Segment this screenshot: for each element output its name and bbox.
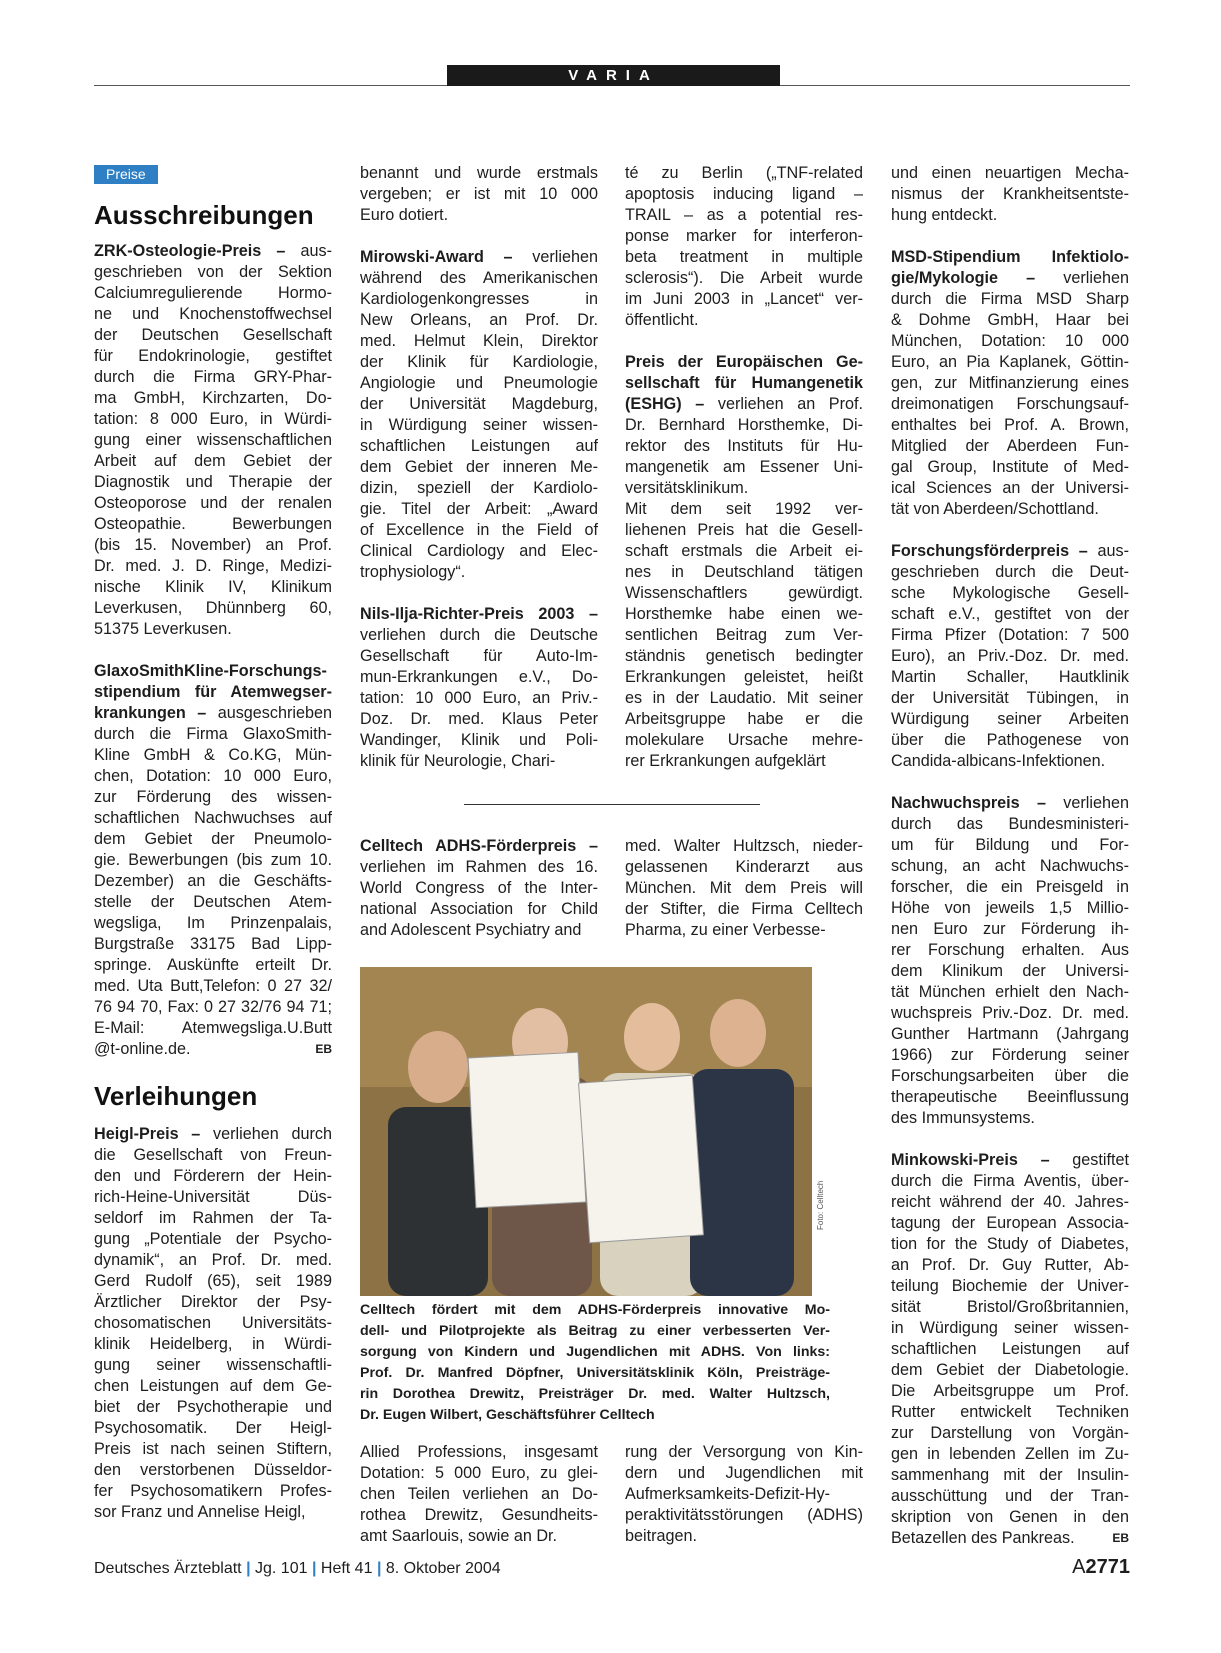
text-line: die Gesellschaft von Freun-: [94, 1146, 332, 1164]
award-photo: [360, 967, 812, 1296]
text-line: tät München erhielt den Nach-: [891, 983, 1129, 1001]
photo-illustration: [360, 967, 812, 1296]
paragraph: [625, 163, 863, 331]
author-initials: EB: [1112, 1531, 1129, 1545]
paragraph: [94, 1124, 332, 1523]
text-line: nen Euro zur Förderung ih-: [891, 920, 1129, 938]
column-2: [360, 163, 598, 772]
heading-ausschreibungen: Ausschreibungen: [94, 200, 314, 230]
text-line: Erkrankungen geleistet, heißt: [625, 668, 863, 686]
text-line: tation: 10 000 Euro, an Priv.-: [360, 689, 598, 707]
paragraph: [360, 163, 598, 226]
text-line: sentlichen Beitrag zum Ver-: [625, 626, 863, 644]
text-line: Calciumregulierende Hormo-: [94, 284, 332, 302]
paragraph: [94, 241, 332, 640]
heading-verleihungen: Verleihungen: [94, 1081, 258, 1111]
text-line: and Adolescent Psychiatry and: [360, 921, 582, 939]
text-line: sche Mykologische Gesell-: [891, 584, 1129, 602]
text-line: gen in lebenden Zellen im Zu-: [891, 1445, 1129, 1463]
text-line: über die Pathogenese von: [891, 731, 1129, 749]
text-line: sellschaft für Humangenetik: [625, 374, 863, 392]
line-text: Betazellen des Pankreas.: [891, 1529, 1075, 1547]
text-line: liehenen Preis hat die Gesell-: [625, 521, 863, 539]
text-line: chen Leistungen auf dem Ge-: [94, 1377, 332, 1395]
text-line: MSD-Stipendium Infektiolo-: [891, 248, 1129, 266]
celltech-col-left: [360, 836, 598, 941]
text-line: [891, 1528, 1129, 1549]
text-line: Horsthemke habe einen we-: [625, 605, 863, 623]
text-line: gung „Potentiale der Psycho-: [94, 1230, 332, 1248]
text-line: Angiologie und Pneumologie: [360, 374, 598, 392]
text-line: nismus der Krankheitsentste-: [891, 185, 1129, 203]
text-line: Osteoporose und der renalen: [94, 494, 332, 512]
text-line: gung einer wissenschaftlichen: [94, 431, 332, 449]
text-line: gal Group, Institute of Med-: [891, 458, 1129, 476]
lead-title: ZRK-Osteologie-Preis –: [94, 242, 286, 260]
text-line: Würdigung seiner Arbeiten: [891, 710, 1129, 728]
text-line: med. Helmut Klein, Direktor: [360, 332, 598, 350]
text-line: rothea Drewitz, Gesundheits-: [360, 1506, 598, 1524]
text-line: den verstorbenen Düsseldor-: [94, 1461, 332, 1479]
text-line: sammenhang mit der Insulin-: [891, 1466, 1129, 1484]
section-label: VARIA: [447, 65, 780, 86]
text-line: molekulare Ursache mehre-: [625, 731, 863, 749]
paragraph: [891, 1150, 1129, 1549]
text-line: gen, zur Mitfinanzierung eines: [891, 374, 1129, 392]
page-prefix: A: [1072, 1556, 1086, 1578]
text-line: Leverkusen, Dhünnberg 60,: [94, 599, 332, 617]
text-line: Burgstraße 33175 Bad Lipp-: [94, 935, 332, 953]
text-line: versitätsklinikum.: [625, 479, 749, 497]
divider: [464, 804, 760, 805]
text-line: Firma Pfizer (Dotation: 7 500: [891, 626, 1129, 644]
paragraph: [625, 352, 863, 772]
lead-title: Mirowski-Award –: [360, 248, 513, 266]
text-line: stelle der Deutschen Atem-: [94, 893, 332, 911]
text-line: rung der Versorgung von Kin-: [625, 1443, 863, 1461]
text-line: ausschüttung und der Tran-: [891, 1487, 1129, 1505]
text-line: Preis ist nach seinen Stiftern,: [94, 1440, 332, 1458]
text-line: und einen neuartigen Mecha-: [891, 164, 1129, 182]
paragraph: [360, 1442, 598, 1547]
lead-title: Nils-Ilja-Richter-Preis 2003 –: [360, 605, 598, 623]
text-line: biet der Psychotherapie und: [94, 1398, 332, 1416]
text-line: amt Saarlouis, sowie an Dr.: [360, 1527, 558, 1545]
text-line: um für Bildung und For-: [891, 836, 1129, 854]
text-line: stipendium für Atemwegser-: [94, 683, 332, 701]
text-line: rer Erkrankungen aufgeklärt: [625, 752, 826, 770]
text-line: klinik für Neurologie, Chari-: [360, 752, 556, 770]
text-line: mangenetik am Essener Uni-: [625, 458, 863, 476]
text-line: fer Psychosomatikern Profes-: [94, 1482, 332, 1500]
text-line: ical Sciences an der Universi-: [891, 479, 1129, 497]
text-line: dem Gebiet der Pneumolo-: [94, 830, 332, 848]
text-line: dem Klinikum der Universi-: [891, 962, 1129, 980]
text-line: Dr. Eugen Wilbert, Geschäftsführer Celltech: [360, 1407, 655, 1423]
footer: Deutsches Ärzteblatt | Jg. 101 | Heft 41 | 8. Oktober 2004 A2771: [94, 1556, 1130, 1578]
text-line: beta treatment in multiple: [625, 248, 863, 266]
text-line: es in der Laudatio. Mit seiner: [625, 689, 863, 707]
text-line: nes in Deutschland tätigen: [625, 563, 863, 581]
text-line: springe. Auskünfte erteilt Dr.: [94, 956, 332, 974]
text-line: 51375 Leverkusen.: [94, 620, 232, 638]
text-line: hung entdeckt.: [891, 206, 998, 224]
paragraph: [625, 1442, 863, 1547]
text-line: [360, 604, 598, 625]
text-line: Arbeitsgruppe habe er die: [625, 710, 863, 728]
text-line: Psychosomatik. Der Heigl-: [94, 1419, 332, 1437]
text-line: New Orleans, an Prof. Dr.: [360, 311, 598, 329]
text-line: verliehen durch die Deutsche: [360, 626, 598, 644]
text-line: enthaltes bei Prof. A. Brown,: [891, 416, 1129, 434]
text-line: Preis der Europäischen Ge-: [625, 353, 863, 371]
text-line: gelassenen Kinderarzt aus: [625, 858, 863, 876]
text-line: benannt und wurde erstmals: [360, 164, 598, 182]
category-tag: Preise: [94, 165, 158, 184]
paragraph: [891, 541, 1129, 772]
text-line: Nachwuchspreis – verliehen: [891, 794, 1129, 812]
column-4: [891, 163, 1129, 1549]
paragraph: [360, 836, 598, 941]
text-line: vergeben; er ist mit 10 000: [360, 185, 598, 203]
text-line: Kardiologenkongresses in: [360, 290, 598, 308]
text-line: verliehen im Rahmen des 16.: [360, 858, 598, 876]
lead-title: Forschungsförderpreis –: [891, 542, 1088, 560]
text-line: durch die Firma GRY-Phar-: [94, 368, 332, 386]
text-line: therapeutische Beeinflussung: [891, 1088, 1129, 1106]
text-line: München. Mit dem Preis will: [625, 879, 863, 897]
lower-col-right: [625, 1442, 863, 1547]
issue-date: 8. Oktober 2004: [385, 1560, 501, 1577]
lead-title: Heigl-Preis –: [94, 1125, 201, 1143]
text-line: wegsliga, Im Prinzenpalais,: [94, 914, 332, 932]
text-line: Euro, an Pia Kaplanek, Göttin-: [891, 353, 1129, 371]
text-line: Höhe von jeweils 1,5 Millio-: [891, 899, 1129, 917]
photo-credit: Foto: Celltech: [816, 1180, 825, 1230]
text-line: dizin, speziell der Kardiolo-: [360, 479, 598, 497]
text-line: Arbeit auf dem Gebiet der: [94, 452, 332, 470]
text-line: Dezember) an die Geschäfts-: [94, 872, 332, 890]
paragraph: [625, 836, 863, 941]
lead-title: krankungen –: [94, 704, 207, 722]
text-line: rektor des Instituts für Hu-: [625, 437, 863, 455]
text-line: chen Teilen verliehen an Do-: [360, 1485, 598, 1503]
text-line: in Würdigung seiner wissen-: [360, 416, 598, 434]
page-number: 2771: [1085, 1556, 1130, 1578]
text-line: dell- und Pilotprojekte als Beitrag zu einer verbesserten Ver-: [360, 1323, 830, 1339]
text-line: national Association for Child: [360, 900, 598, 918]
paragraph: [891, 793, 1129, 1129]
text-line: of Excellence in the Field of: [360, 521, 598, 539]
text-line: im Juni 2003 in „Lancet“ ver-: [625, 290, 863, 308]
text-line: reicht während der 40. Jahres-: [891, 1193, 1129, 1211]
text-line: München, Dotation: 10 000: [891, 332, 1129, 350]
text-line: mun-Erkrankungen e.V., Do-: [360, 668, 598, 686]
text-line: während des Amerikanischen: [360, 269, 598, 287]
text-line: gie. Titel der Arbeit: „Award: [360, 500, 598, 518]
text-line: med. Walter Hultzsch, nieder-: [625, 837, 863, 855]
text-line: rich-Heine-Universität Düs-: [94, 1188, 332, 1206]
text-line: trophysiology“.: [360, 563, 466, 581]
line-text: @t-online.de.: [94, 1040, 191, 1058]
text-line: Wandinger, Klinik und Poli-: [360, 731, 598, 749]
text-line: dem Gebiet der Diabetologie.: [891, 1361, 1129, 1379]
text-line: gung seiner wissenschaftli-: [94, 1356, 332, 1374]
text-line: Die Arbeitsgruppe um Prof.: [891, 1382, 1129, 1400]
text-line: tion for the Study of Diabetes,: [891, 1235, 1129, 1253]
text-line: der Stifter, die Firma Celltech: [625, 900, 863, 918]
text-line: Doz. Dr. med. Klaus Peter: [360, 710, 598, 728]
column-1: [94, 165, 332, 1523]
text-line: Prof. Dr. Manfred Döpfner, Universitätsklinik Köln, Preisträge-: [360, 1365, 830, 1381]
text-line: [360, 836, 598, 857]
text-line: sor Franz und Annelise Heigl,: [94, 1503, 306, 1521]
text-line: apoptosis inducing ligand –: [625, 185, 863, 203]
text-line: für Endokrinologie, gestiftet: [94, 347, 332, 365]
text-line: ständnis genetisch bedingter: [625, 647, 863, 665]
text-line: zur Darstellung von Vorgän-: [891, 1424, 1129, 1442]
lead-title: Nachwuchspreis –: [891, 794, 1046, 812]
text-line: Allied Professions, insgesamt: [360, 1443, 598, 1461]
text-line: chen, Dotation: 10 000 Euro,: [94, 767, 332, 785]
text-line: sität Bristol/Großbritannien,: [891, 1298, 1129, 1316]
celltech-col-right: [625, 836, 863, 941]
text-line: 1966) zur Förderung seiner: [891, 1046, 1129, 1064]
text-line: tation: 8 000 Euro, in Würdi-: [94, 410, 332, 428]
text-line: (bis 15. November) an Prof.: [94, 536, 332, 554]
text-line: Forschungsförderpreis – aus-: [891, 542, 1129, 560]
text-line: Dr. Bernhard Horsthemke, Di-: [625, 416, 863, 434]
text-line: (ESHG) – verliehen an Prof.: [625, 395, 863, 413]
text-line: gie. Bewerbungen (bis zum 10.: [94, 851, 332, 869]
text-line: durch die Firma GlaxoSmith-: [94, 725, 332, 743]
text-line: Dr. med. J. D. Ringe, Medizi-: [94, 557, 332, 575]
text-line: schung, an acht Nachwuchs-: [891, 857, 1129, 875]
text-line: teilung Biochemie der Univer-: [891, 1277, 1129, 1295]
text-line: skription von Genen in den: [891, 1508, 1129, 1526]
text-line: E-Mail: Atemwegsliga.U.Butt: [94, 1019, 332, 1037]
text-line: schaft erstmals die Arbeit ei-: [625, 542, 863, 560]
text-line: ZRK-Osteologie-Preis – aus-: [94, 242, 332, 260]
text-line: beitragen.: [625, 1527, 697, 1545]
author-initials: EB: [315, 1042, 332, 1056]
text-line: té zu Berlin („TNF-related: [625, 164, 863, 182]
text-line: Forschungsarbeiten über die: [891, 1067, 1129, 1085]
text-line: Minkowski-Preis – gestiftet: [891, 1151, 1129, 1169]
text-line: Mit dem seit 1992 ver-: [625, 500, 863, 518]
text-line: Clinical Cardiology and Elec-: [360, 542, 598, 560]
text-line: Euro), an Priv.-Doz. Dr. med.: [891, 647, 1129, 665]
text-line: Mirowski-Award – verliehen: [360, 248, 598, 266]
text-line: Wissenschaftlers gewürdigt.: [625, 584, 863, 602]
text-line: schaftlichen Leistungen auf: [891, 1340, 1129, 1358]
text-line: chosomatischen Universitäts-: [94, 1314, 332, 1332]
text-line: 76 94 70, Fax: 0 27 32/76 94 71;: [94, 998, 332, 1016]
text-line: Heigl-Preis – verliehen durch: [94, 1125, 332, 1143]
paragraph: [94, 661, 332, 1060]
paragraph: [891, 247, 1129, 520]
text-line: Kline GmbH & Co.KG, Mün-: [94, 746, 332, 764]
text-line: Dotation: 5 000 Euro, zu glei-: [360, 1464, 598, 1482]
text-line: gie/Mykologie – verliehen: [891, 269, 1129, 287]
text-line: dynamik“, an Prof. Dr. med.: [94, 1251, 332, 1269]
text-line: Aufmerksamkeits-Defizit-Hy-: [625, 1485, 831, 1503]
text-line: ponse marker for interferon-: [625, 227, 863, 245]
volume: Jg. 101: [255, 1560, 308, 1577]
lead-title: Celltech ADHS-Förderpreis –: [360, 837, 598, 855]
text-line: Diagnostik und Therapie der: [94, 473, 332, 491]
text-line: dem Gebiet der inneren Me-: [360, 458, 598, 476]
paragraph: [891, 163, 1129, 226]
text-line: ne und Knochenstoffwechsel: [94, 305, 332, 323]
paragraph: [360, 247, 598, 583]
text-line: zur Förderung des wissen-: [94, 788, 332, 806]
text-line: durch die Firma MSD Sharp: [891, 290, 1129, 308]
text-line: TRAIL – as a potential res-: [625, 206, 863, 224]
lower-col-left: [360, 1442, 598, 1547]
text-line: ma GmbH, Kirchzarten, Do-: [94, 389, 332, 407]
text-line: tagung der European Associa-: [891, 1214, 1129, 1232]
text-line: Osteopathie. Bewerbungen: [94, 515, 332, 533]
text-line: wuchspreis Priv.-Doz. Dr. med.: [891, 1004, 1129, 1022]
text-line: rin Dorothea Drewitz, Preisträger Dr. med. Walter Hultzsch,: [360, 1386, 830, 1402]
text-line: forscher, die ein Preisgeld in: [891, 878, 1129, 896]
text-line: Gesellschaft für Auto-Im-: [360, 647, 598, 665]
text-line: schaftlichen Leistungen auf: [360, 437, 598, 455]
text-line: GlaxoSmithKline-Forschungs-: [94, 662, 327, 680]
text-line: Celltech fördert mit dem ADHS-Förderpreis innovative Mo-: [360, 1302, 830, 1318]
text-line: der Universität Tübingen, in: [891, 689, 1129, 707]
text-line: sorgung von Kindern und Jugendlichen mit ADHS. Von links:: [360, 1344, 830, 1360]
text-line: tät von Aberdeen/Schottland.: [891, 500, 1099, 518]
lead-title: gie/Mykologie –: [891, 269, 1036, 287]
text-line: & Dohme GmbH, Haar bei: [891, 311, 1129, 329]
text-line: der Klinik für Kardiologie,: [360, 353, 598, 371]
text-line: Gerd Rudolf (65), seit 1989: [94, 1272, 332, 1290]
column-3: [625, 163, 863, 772]
text-line: durch die Firma Aventis, über-: [891, 1172, 1129, 1190]
text-line: an Prof. Dr. Guy Rutter, Ab-: [891, 1256, 1129, 1274]
text-line: nische Klinik IV, Klinikum: [94, 578, 332, 596]
text-line: med. Uta Butt,Telefon: 0 27 32/: [94, 977, 332, 995]
text-line: geschrieben von der Sektion: [94, 263, 332, 281]
paragraph: [360, 604, 598, 772]
text-line: [94, 1039, 332, 1060]
text-line: des Immunsystems.: [891, 1109, 1035, 1127]
issue: Heft 41: [320, 1560, 373, 1577]
text-line: World Congress of the Inter-: [360, 879, 598, 897]
text-line: Euro dotiert.: [360, 206, 449, 224]
text-line: klinik Heidelberg, in Würdi-: [94, 1335, 332, 1353]
text-line: Gunther Hartmann (Jahrgang: [891, 1025, 1129, 1043]
text-line: der Universität Magdeburg,: [360, 395, 598, 413]
lead-title: Minkowski-Preis –: [891, 1151, 1050, 1169]
text-line: Pharma, zu einer Verbesse-: [625, 921, 826, 939]
text-line: Rutter entwickelt Techniken: [891, 1403, 1129, 1421]
text-line: dern und Jugendlichen mit: [625, 1464, 863, 1482]
text-line: rer Forschung erhalten. Aus: [891, 941, 1129, 959]
text-line: Ärztlicher Direktor der Psy-: [94, 1293, 332, 1311]
text-line: Mitglied der Aberdeen Fun-: [891, 437, 1129, 455]
text-line: dreimonatigen Forschungsauf-: [891, 395, 1129, 413]
text-line: geschrieben durch die Deut-: [891, 563, 1129, 581]
text-line: der Deutschen Gesellschaft: [94, 326, 332, 344]
text-line: peraktivitätsstörungen (ADHS): [625, 1506, 863, 1524]
text-line: den und Förderern der Hein-: [94, 1167, 332, 1185]
text-line: öffentlicht.: [625, 311, 699, 329]
text-line: Candida-albicans-Infektionen.: [891, 752, 1106, 770]
lead-title: (ESHG) –: [625, 395, 705, 413]
text-line: Martin Schaller, Hautklinik: [891, 668, 1129, 686]
text-line: seldorf im Rahmen der Ta-: [94, 1209, 332, 1227]
text-line: durch das Bundesministeri-: [891, 815, 1129, 833]
photo-caption: [360, 1300, 830, 1426]
journal-name: Deutsches Ärzteblatt: [94, 1560, 242, 1577]
text-line: in Würdigung seiner wissen-: [891, 1319, 1129, 1337]
text-line: krankungen – ausgeschrieben: [94, 704, 332, 722]
text-line: schaft e.V., gestiftet von der: [891, 605, 1129, 623]
text-line: schaftlichen Nachwuchses auf: [94, 809, 332, 827]
text-line: sclerosis“). Die Arbeit wurde: [625, 269, 863, 287]
